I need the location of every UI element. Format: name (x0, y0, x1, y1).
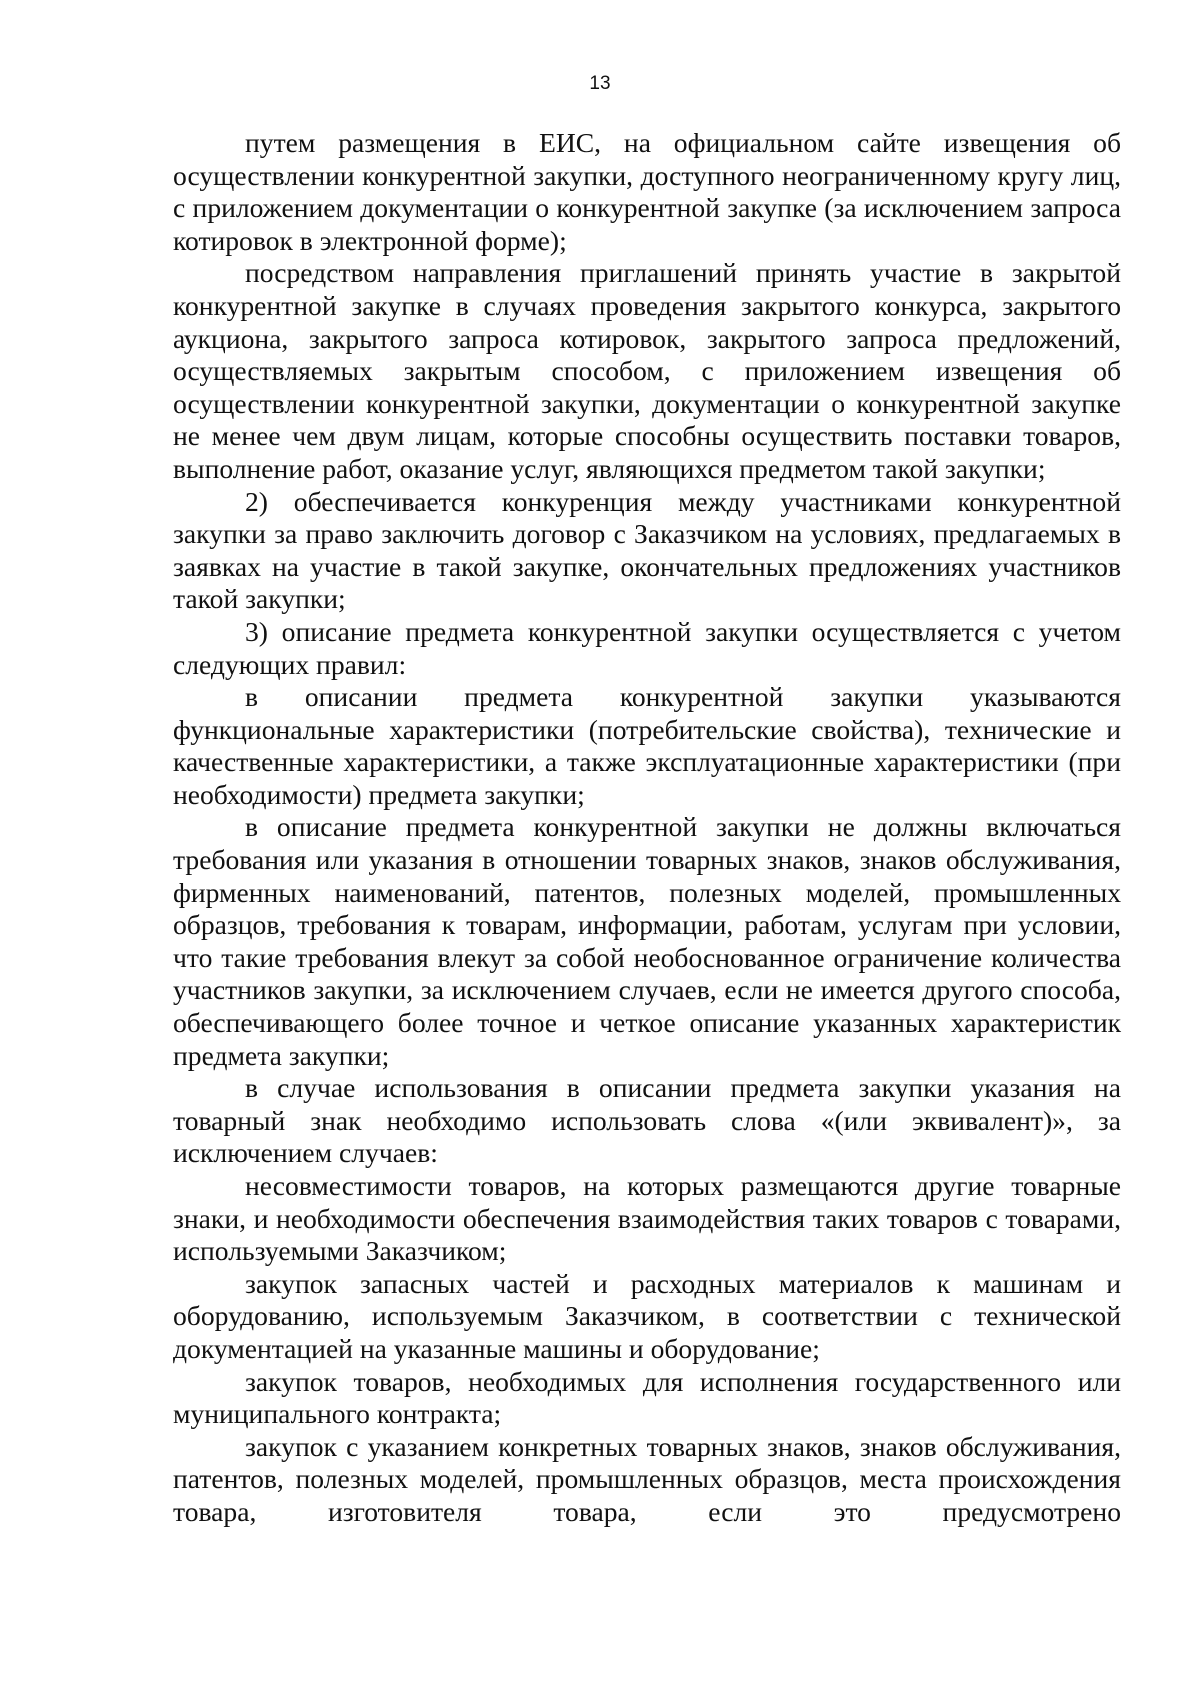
paragraph-equivalent-wording: в случае использования в описании предмета закупки указания на товарный знак необходимо использовать слова «(или эквивалент)», за исключением случаев: (173, 1072, 1121, 1169)
page-number: 13 (589, 73, 611, 94)
paragraph-exception-incompatibility: несовместимости товаров, на которых размещаются другие товарные знаки, и необходимости обеспечения взаимодействия таких товаров с товарами, используемыми Заказчиком; (173, 1170, 1121, 1267)
document-body (173, 127, 1121, 1529)
paragraph-exception-specific-trademarks: закупок с указанием конкретных товарных знаков, знаков обслуживания, патентов, полезных моделей, промышленных образцов, места происхождения товара, изготовителя товара, если это предусмотрено (173, 1430, 1121, 1527)
paragraph-eis-publication: путем размещения в ЕИС, на официальном сайте извещения об осуществлении конкурентной закупки, доступного неограниченному кругу лиц, с приложением документации о конкурентной закупке (за исключением запроса котировок в электронной форме); (173, 127, 1121, 256)
paragraph-item-3-description-rules: 3) описание предмета конкурентной закупки осуществляется с учетом следующих правил: (173, 615, 1121, 680)
paragraph-item-2-competition: 2) обеспечивается конкуренция между участниками конкурентной закупки за право заключить договор с Заказчиком на условиях, предлагаемых в заявках на участие в такой закупке, окончательных предложениях участников такой закупки; (173, 485, 1121, 615)
paragraph-exception-state-contract: закупок товаров, необходимых для исполнения государственного или муниципального контракта; (173, 1365, 1121, 1430)
paragraph-closed-invitations: посредством направления приглашений принять участие в закрытой конкурентной закупке в случаях проведения закрытого конкурса, закрытого аукциона, закрытого запроса котировок, закрытого запроса предложений, осуществляемых закрытым способом, с приложением извещения об осуществлении конкурентной закупки, документации о конкурентной закупке не менее чем двум лицам, которые способны осуществить поставки товаров, выполнение работ, оказание услуг, являющихся предметом такой закупки; (173, 257, 1121, 484)
paragraph-exception-spare-parts: закупок запасных частей и расходных материалов к машинам и оборудованию, используемым Заказчиком, в соответствии с технической документацией на указанные машины и оборудование; (173, 1267, 1121, 1364)
paragraph-trademark-restrictions: в описание предмета конкурентной закупки не должны включаться требования или указания в отношении товарных знаков, знаков обслуживания, фирменных наименований, патентов, полезных моделей, промышленных образцов, требования к товарам, информации, работам, услугам при условии, что такие требования влекут за собой необоснованное ограничение количества участников закупки, за исключением случаев, если не имеется другого способа, обеспечивающего более точное и четкое описание указанных характеристик предмета закупки; (173, 811, 1121, 1071)
paragraph-characteristics: в описании предмета конкурентной закупки указываются функциональные характеристики (потребительские свойства), технические и качественные характеристики, а также эксплуатационные характеристики (при необходимости) предмета закупки; (173, 681, 1121, 810)
